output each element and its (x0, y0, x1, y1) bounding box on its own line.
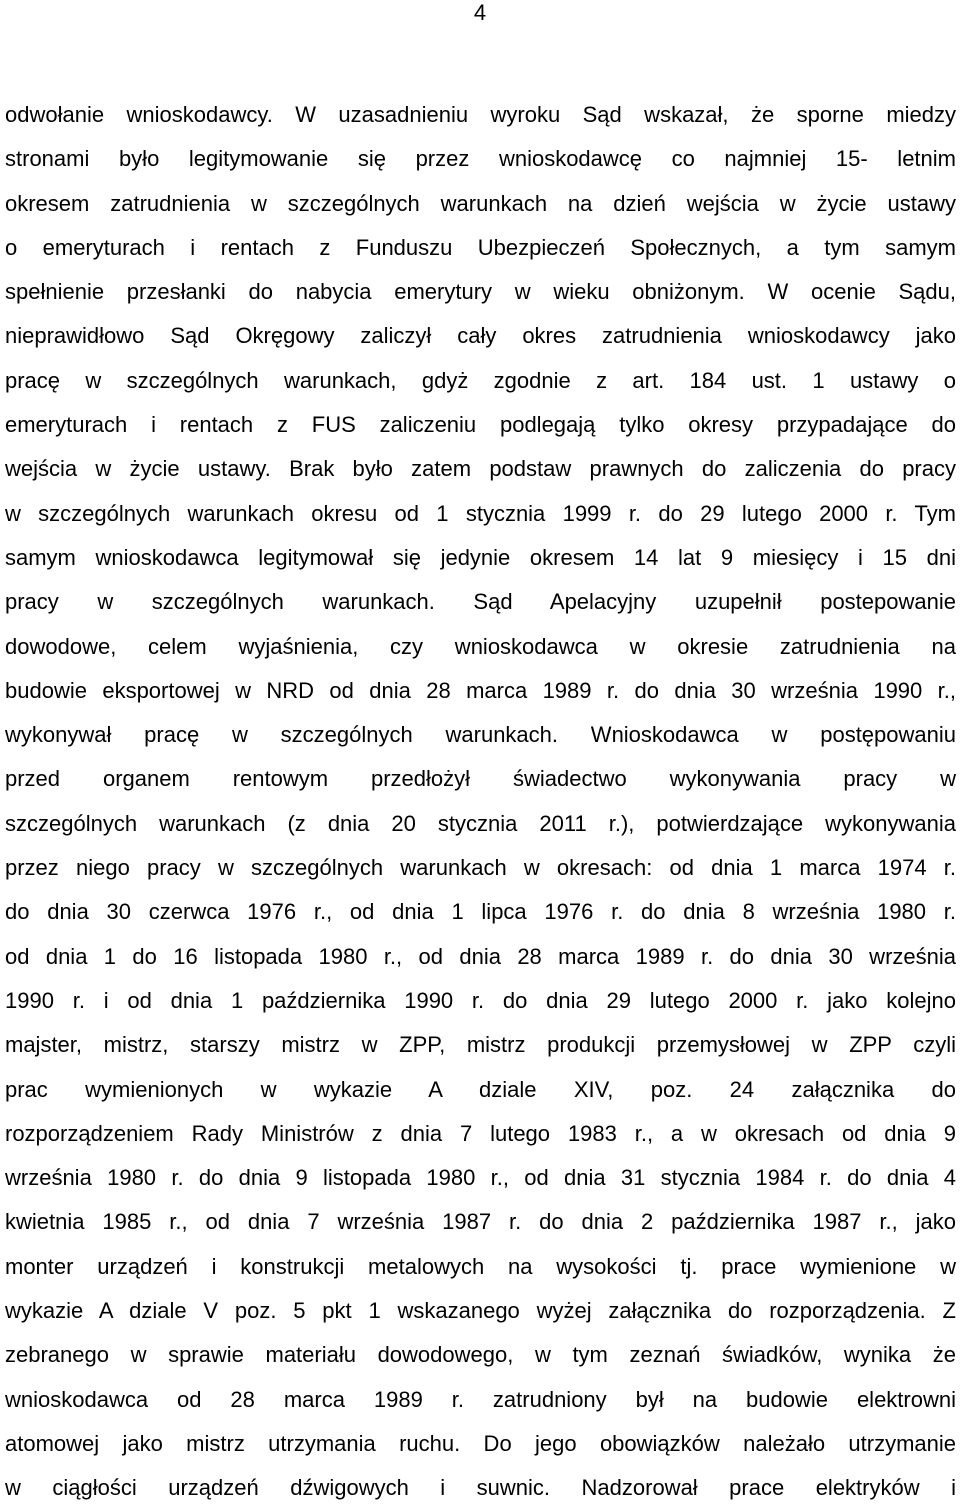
text-line: 1990 r. i od dnia 1 października 1990 r. do dnia 29 lutego 2000 r. jako kolejno (5, 987, 956, 1013)
text-line: okresem zatrudnienia w szczególnych warunkach na dzień wejścia w życie ustawy (5, 190, 956, 216)
text-line: wejścia w życie ustawy. Brak było zatem podstaw prawnych do zaliczenia do pracy (5, 456, 956, 482)
text-line: nieprawidłowo Sąd Okręgowy zaliczył cały okres zatrudnienia wnioskodawcy jako (5, 323, 956, 349)
text-line: wykazie A dziale V poz. 5 pkt 1 wskazanego wyżej załącznika do rozporządzenia. Z (5, 1298, 956, 1324)
text-line: emeryturach i rentach z FUS zaliczeniu podlegają tylko okresy przypadające do (5, 412, 956, 438)
text-line: prac wymienionych w wykazie A dziale XIV, poz. 24 załącznika do (5, 1076, 956, 1102)
text-line: rozporządzeniem Rady Ministrów z dnia 7 lutego 1983 r., a w okresach od dnia 9 (5, 1120, 956, 1146)
text-line: przed organem rentowym przedłożył świadectwo wykonywania pracy w (5, 766, 956, 792)
text-line: w ciągłości urządzeń dźwigowych i suwnic. Nadzorował prace elektryków i (5, 1475, 956, 1501)
text-line: wykonywał pracę w szczególnych warunkach. Wnioskodawca w postępowaniu (5, 722, 956, 748)
text-line: monter urządzeń i konstrukcji metalowych na wysokości tj. prace wymienione w (5, 1253, 956, 1279)
text-line: kwietnia 1985 r., od dnia 7 września 1987 r. do dnia 2 października 1987 r., jako (5, 1209, 956, 1235)
text-line: przez niego pracy w szczególnych warunkach w okresach: od dnia 1 marca 1974 r. (5, 855, 956, 881)
text-line: stronami było legitymowanie się przez wnioskodawcę co najmniej 15- letnim (5, 146, 956, 172)
text-line: wnioskodawca od 28 marca 1989 r. zatrudniony był na budowie elektrowni (5, 1386, 956, 1412)
text-line: września 1980 r. do dnia 9 listopada 1980 r., od dnia 31 stycznia 1984 r. do dnia 4 (5, 1165, 956, 1191)
text-line: w szczególnych warunkach okresu od 1 stycznia 1999 r. do 29 lutego 2000 r. Tym (5, 500, 956, 526)
text-line: majster, mistrz, starszy mistrz w ZPP, mistrz produkcji przemysłowej w ZPP czyli (5, 1032, 956, 1058)
text-line: szczególnych warunkach (z dnia 20 stycznia 2011 r.), potwierdzające wykonywania (5, 810, 956, 836)
text-line: o emeryturach i rentach z Funduszu Ubezpieczeń Społecznych, a tym samym (5, 234, 956, 260)
text-line: atomowej jako mistrz utrzymania ruchu. Do jego obowiązków należało utrzymanie (5, 1430, 956, 1456)
text-line: pracy w szczególnych warunkach. Sąd Apelacyjny uzupełnił postepowanie (5, 589, 956, 615)
text-line: dowodowe, celem wyjaśnienia, czy wnioskodawca w okresie zatrudnienia na (5, 633, 956, 659)
page-number: 4 (473, 0, 487, 25)
text-line: budowie eksportowej w NRD od dnia 28 marca 1989 r. do dnia 30 września 1990 r., (5, 677, 956, 703)
text-line: od dnia 1 do 16 listopada 1980 r., od dnia 28 marca 1989 r. do dnia 30 września (5, 943, 956, 969)
text-line: spełnienie przesłanki do nabycia emerytury w wieku obniżonym. W ocenie Sądu, (5, 279, 956, 305)
document-paragraph (5, 93, 956, 1511)
text-line: samym wnioskodawca legitymował się jedynie okresem 14 lat 9 miesięcy i 15 dni (5, 544, 956, 570)
text-line: pracę w szczególnych warunkach, gdyż zgodnie z art. 184 ust. 1 ustawy o (5, 367, 956, 393)
text-line: do dnia 30 czerwca 1976 r., od dnia 1 lipca 1976 r. do dnia 8 września 1980 r. (5, 899, 956, 925)
text-line: odwołanie wnioskodawcy. W uzasadnieniu wyroku Sąd wskazał, że sporne miedzy (5, 102, 956, 127)
text-line: zebranego w sprawie materiału dowodowego, w tym zeznań świadków, wynika że (5, 1342, 956, 1368)
